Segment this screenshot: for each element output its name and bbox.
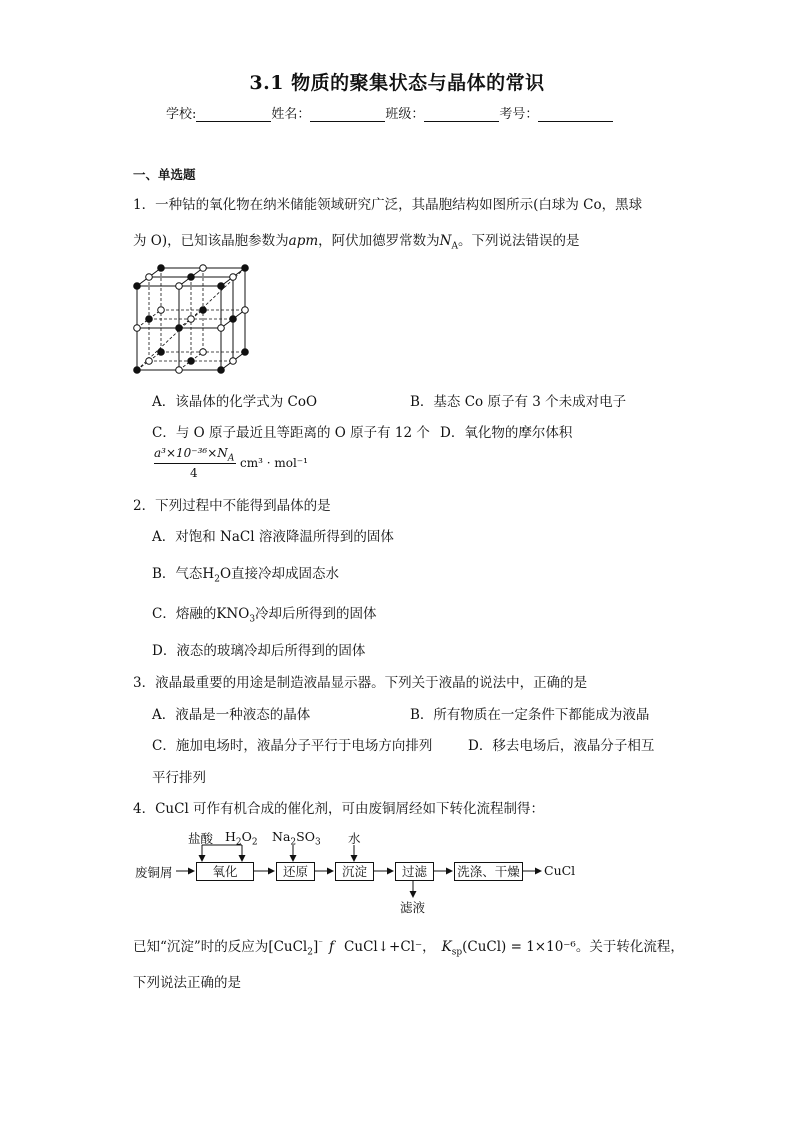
flow-end-product: CuCl (544, 863, 576, 878)
q2-option-a[interactable]: A．对饱和 NaCl 溶液降温所得到的固体 (152, 529, 394, 545)
section-heading: 一、单选题 (133, 167, 196, 182)
fraction-unit: cm³ · mol⁻¹ (240, 456, 308, 470)
q3-stem: 3．液晶最重要的用途是制造液晶显示器。下列关于液晶的说法中，正确的是 (133, 675, 588, 691)
flow-input-hcl: 盐酸 (188, 831, 214, 846)
q2-stem: 2．下列过程中不能得到晶体的是 (133, 498, 331, 514)
flow-box-oxidation: 氧化 (196, 862, 254, 881)
q1-line1: 1．一种钴的氧化物在纳米储能领域研究广泛，其晶胞结构如图所示(白球为 Co，黑球 (133, 197, 643, 213)
q1-option-c[interactable]: C．与 O 原子最近且等距离的 O 原子有 12 个 (152, 425, 430, 441)
flow-input-na2so3: $Na_2SO_3$ (272, 829, 321, 848)
q1-option-d[interactable]: D．氧化物的摩尔体积 (440, 425, 573, 441)
flow-box-reduction: 还原 (276, 862, 315, 881)
q4-line2: 下列说法正确的是 (133, 975, 241, 991)
q1-option-a[interactable]: A．该晶体的化学式为 CoO (152, 394, 318, 410)
q4-known: 已知“沉淀”时的反应为[CuCl$_2$]⁻ f CuCl↓+Cl⁻， $K_{sp}(CuCl) = 1\times 10^{-6}$。关于转化流程， (133, 938, 684, 958)
q4-stem: 4．CuCl 可作有机合成的催化剂，可由废铜屑经如下转化流程制得： (133, 801, 545, 817)
flow-input-h2o2: $H_2O_2$ (225, 829, 258, 848)
q3-option-a[interactable]: A．液晶是一种液态的晶体 (152, 707, 311, 723)
flow-input-water: 水 (348, 831, 361, 846)
q1-line2: 为 O)，已知该晶胞参数为apm，阿伏加德罗常数为$N_A$。下列说法错误的是 (133, 233, 580, 252)
avogadro-symbol: N (439, 233, 452, 249)
flow-output-filtrate: 滤液 (400, 900, 426, 915)
q2-option-d[interactable]: D．液态的玻璃冷却后所得到的固体 (152, 643, 366, 659)
page-title: 3.1 物质的聚集状态与晶体的常识 (249, 72, 545, 94)
flow-box-filtration: 过滤 (395, 862, 434, 881)
number-label: 考号： (499, 107, 539, 122)
q3-option-d-cont: 平行排列 (152, 770, 206, 786)
q3-option-c[interactable]: C．施加电场时，液晶分子平行于电场方向排列 (152, 738, 433, 754)
q3-option-d[interactable]: D．移去电场后，液晶分子相互 (468, 738, 655, 754)
q1-option-b[interactable]: B．基态 Co 原子有 3 个未成对电子 (410, 394, 627, 410)
class-label: 班级： (385, 107, 425, 122)
school-label: 学校: (166, 107, 197, 122)
name-label: 姓名： (271, 107, 311, 122)
fraction-numerator: $a^3\times 10^{-36}\times N_A$ (154, 446, 235, 464)
q2-option-b[interactable]: B．气态$H_2O$直接冷却成固态水 (152, 566, 340, 585)
q3-option-b[interactable]: B．所有物质在一定条件下都能成为液晶 (410, 707, 650, 723)
flow-box-precipitation: 沉淀 (335, 862, 374, 881)
lattice-param: apm (288, 233, 319, 249)
fraction-denominator: 4 (190, 466, 198, 480)
q2-option-c[interactable]: C．熔融的$KNO_3$冷却后所得到的固体 (152, 606, 377, 625)
flow-box-wash-dry: 洗涤、干燥 (454, 862, 523, 881)
flow-start: 废铜屑 (135, 865, 173, 880)
